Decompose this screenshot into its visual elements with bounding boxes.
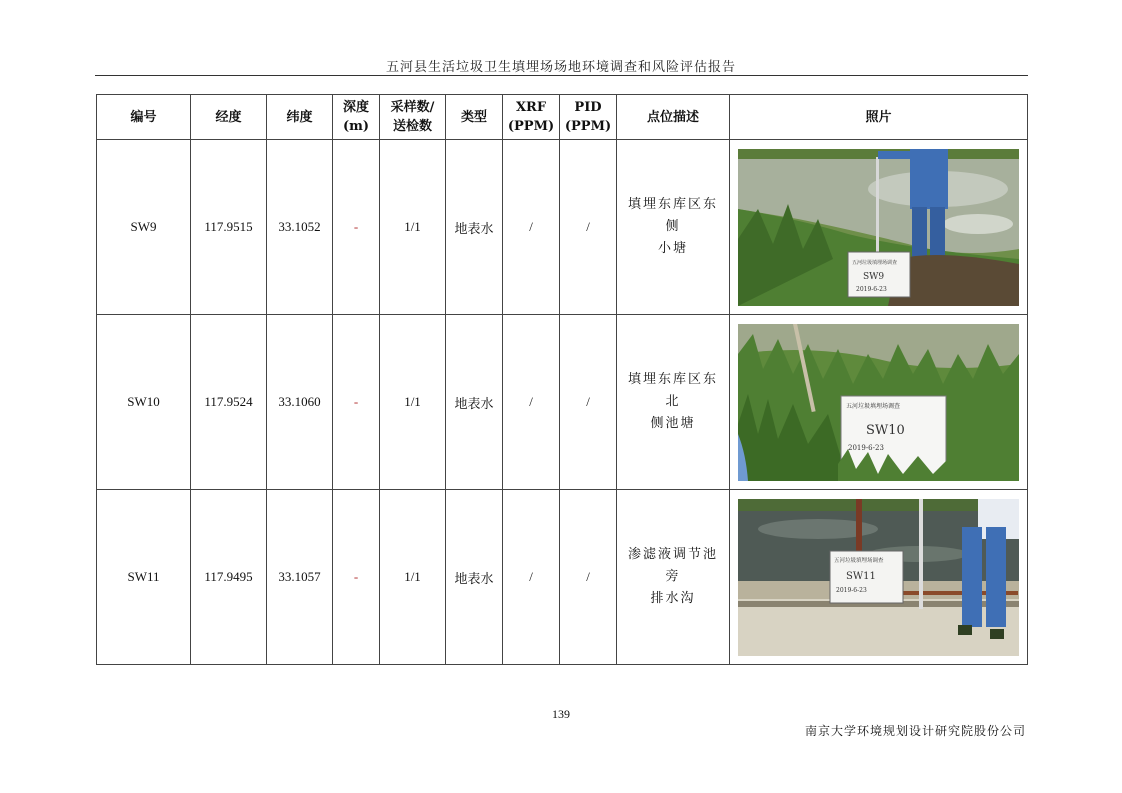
- cell-pid: /: [560, 315, 617, 490]
- cell-latitude: 33.1052: [267, 140, 333, 315]
- header-latitude: 纬度: [267, 95, 333, 140]
- header-longitude: 经度: [191, 95, 267, 140]
- header-type: 类型: [446, 95, 503, 140]
- cell-xrf: /: [503, 490, 560, 665]
- description-line1: 填埋东库区东侧: [627, 197, 718, 234]
- board-text-1: 五河垃圾填埋场调查: [846, 402, 901, 410]
- header-samples-line1: 采样数/: [390, 100, 435, 115]
- description-line2: 侧池塘: [650, 416, 696, 431]
- cell-samples: 1/1: [380, 315, 446, 490]
- header-depth: [333, 95, 380, 140]
- cell-type: 地表水: [446, 315, 503, 490]
- cell-type: 地表水: [446, 490, 503, 665]
- report-title: 五河县生活垃圾卫生填埋场场地环境调查和风险评估报告: [385, 60, 736, 75]
- header-photo: 照片: [730, 95, 1028, 140]
- description-line1: 填埋东库区东北: [627, 372, 718, 409]
- header-xrf-line2: (PPM): [507, 119, 555, 134]
- description-line1: 渗滤液调节池旁: [627, 547, 718, 584]
- cell-id: SW9: [97, 140, 191, 315]
- header-description: 点位描述: [617, 95, 730, 140]
- board-text-3: 2019-6-23: [836, 586, 867, 594]
- cell-photo: [730, 315, 1028, 490]
- board-text-1: 五河垃圾填埋场调查: [852, 259, 898, 266]
- cell-type: 地表水: [446, 140, 503, 315]
- header-samples-line2: 送检数: [392, 119, 432, 134]
- cell-depth: -: [333, 140, 380, 315]
- table-row: [97, 315, 1028, 490]
- board-text-1: 五河垃圾填埋场调查: [834, 557, 884, 564]
- cell-samples: 1/1: [380, 490, 446, 665]
- header-divider: [95, 75, 1028, 76]
- cell-longitude: 117.9515: [191, 140, 267, 315]
- cell-longitude: 117.9524: [191, 315, 267, 490]
- cell-samples: 1/1: [380, 140, 446, 315]
- cell-description: [617, 315, 730, 490]
- cell-pid: /: [560, 140, 617, 315]
- footer-organization: 南京大学环境规划设计研究院股份公司: [804, 724, 1026, 738]
- cell-description: [617, 140, 730, 315]
- cell-latitude: 33.1057: [267, 490, 333, 665]
- header-id: 编号: [97, 95, 191, 140]
- header-xrf-line1: XRF: [515, 100, 547, 115]
- header-pid-line2: (PPM): [564, 119, 612, 134]
- board-text-2: SW10: [866, 422, 905, 438]
- cell-id: SW11: [97, 490, 191, 665]
- cell-description: [617, 490, 730, 665]
- description-line2: 小塘: [657, 241, 688, 256]
- board-text-2: SW11: [846, 570, 876, 582]
- header-xrf: [503, 95, 560, 140]
- header-depth-line1: 深度: [342, 100, 369, 115]
- page-number: 139: [552, 707, 570, 721]
- site-photo: [738, 324, 1019, 481]
- sampling-table: [96, 94, 1028, 665]
- site-photo: [738, 149, 1019, 306]
- cell-depth: -: [333, 315, 380, 490]
- cell-xrf: /: [503, 140, 560, 315]
- cell-latitude: 33.1060: [267, 315, 333, 490]
- board-text-3: 2019-6-23: [848, 443, 884, 452]
- board-text-2: SW9: [863, 271, 885, 282]
- header-pid-line1: PID: [574, 100, 602, 115]
- table-row: [97, 490, 1028, 665]
- cell-photo: [730, 490, 1028, 665]
- table-header-row: [97, 95, 1028, 140]
- header-depth-line2: (m): [342, 119, 370, 134]
- cell-id: SW10: [97, 315, 191, 490]
- board-text-3: 2019-6-23: [856, 285, 887, 293]
- header-samples: [380, 95, 446, 140]
- description-line2: 排水沟: [650, 591, 696, 606]
- cell-xrf: /: [503, 315, 560, 490]
- cell-longitude: 117.9495: [191, 490, 267, 665]
- cell-photo: [730, 140, 1028, 315]
- site-photo: [738, 499, 1019, 656]
- cell-depth: -: [333, 490, 380, 665]
- header-pid: [560, 95, 617, 140]
- table-row: [97, 140, 1028, 315]
- cell-pid: /: [560, 490, 617, 665]
